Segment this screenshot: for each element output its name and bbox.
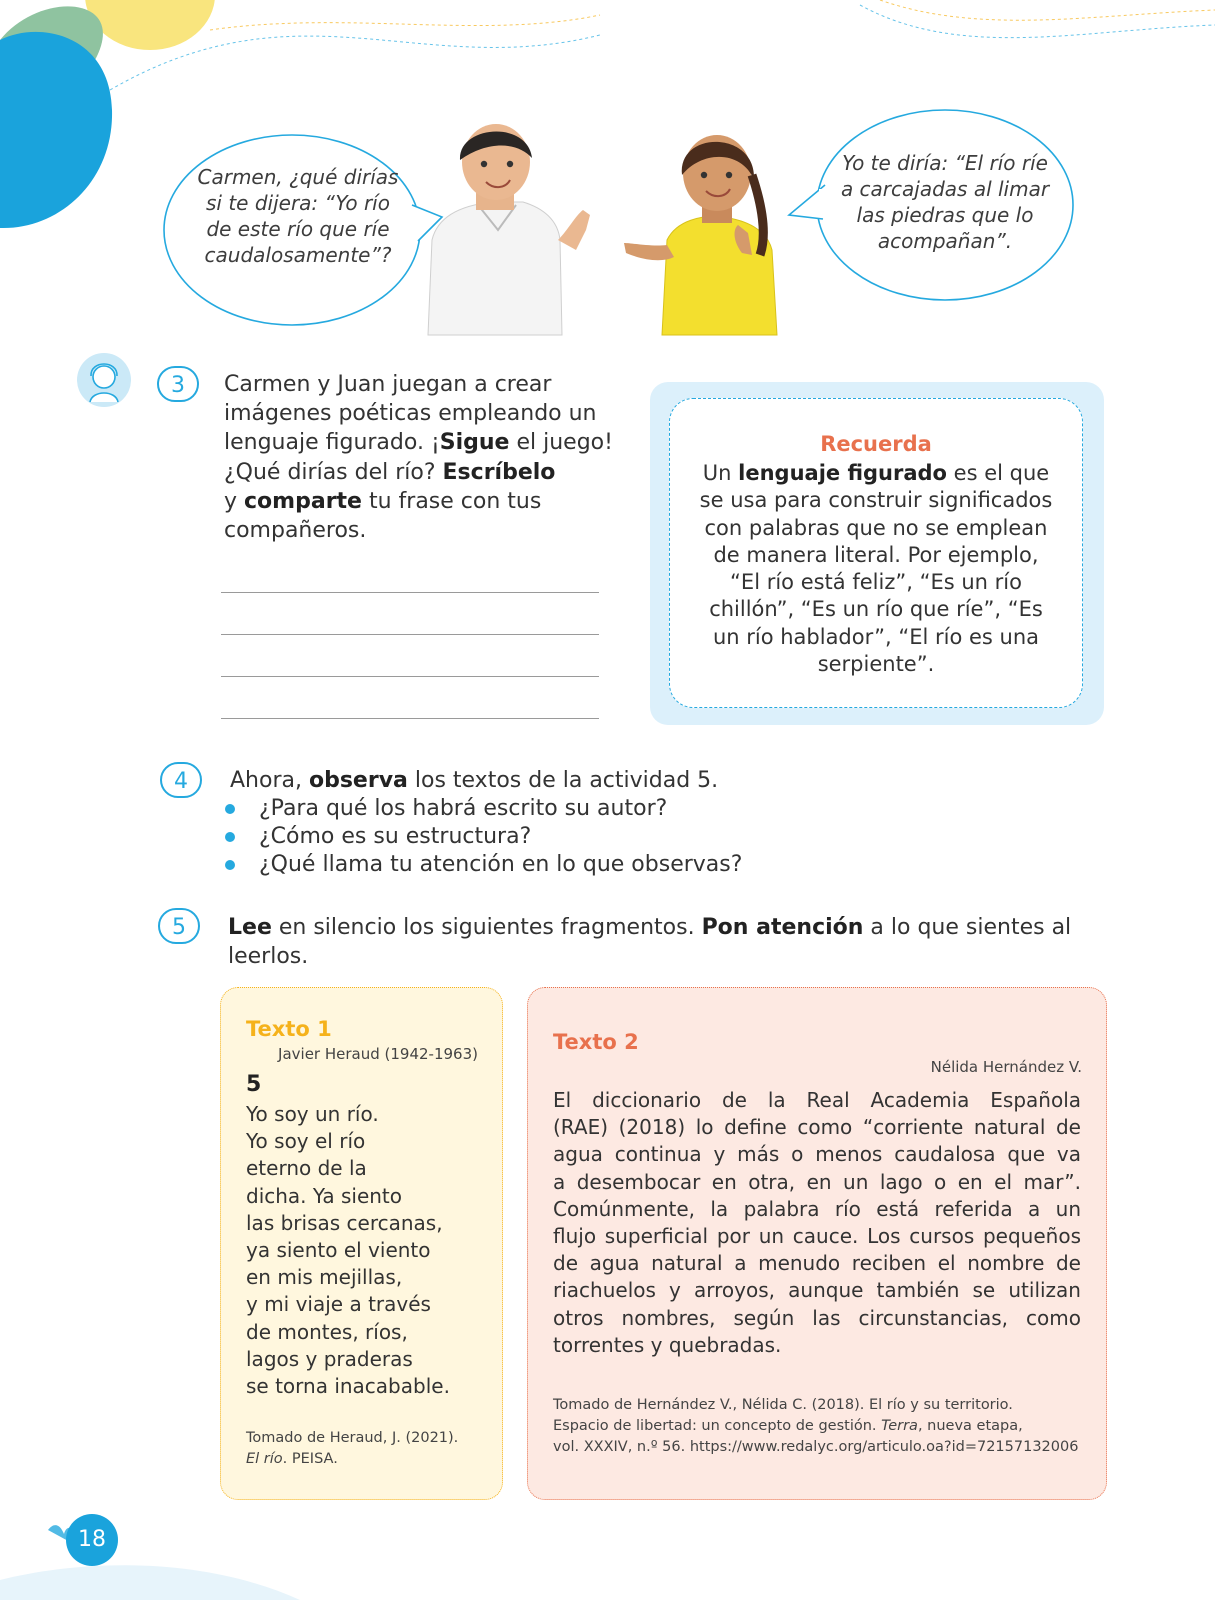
text-run: serpiente”. [817,652,935,677]
student-avatar-icon [76,352,132,408]
recuerda-panel [650,382,1104,725]
body-line: Comúnmente, la palabra río está referida a un [553,1196,1081,1221]
text-run: , nueva etapa, [917,1418,1023,1434]
poem-line: Yo soy el río [246,1129,366,1154]
poem-line: ya siento el viento [246,1238,431,1263]
text-run: Terra [881,1418,918,1434]
source-line [246,1449,458,1470]
texto2-author: Nélida Hernández V. [930,1058,1082,1076]
bullet-icon [225,832,235,842]
text-run: lenguaje figurado. ¡ [224,430,440,456]
source-line [246,1428,458,1449]
definition-line [670,515,1082,542]
text-run: observa [308,768,408,793]
text-run: Ahora, [230,768,309,793]
text-run: leerlos. [228,944,309,969]
definition-line [670,624,1082,651]
definition-line [670,542,1082,569]
texto1-author: Javier Heraud (1942-1963) [278,1045,478,1063]
recuerda-card [669,398,1083,708]
text-run: Tomado de Heraud, J. (2021). [246,1430,459,1446]
texto1-source [246,1428,458,1470]
text-run: compañeros. [224,518,367,544]
text-run: Escríbelo [442,459,556,485]
text-run: comparte [244,488,362,514]
texto1-card [220,987,503,1500]
text-run: Lee [228,915,272,940]
text-run: y [224,488,245,514]
source-line [553,1437,1093,1458]
activity-3-instructions [224,370,624,545]
activity-5-number: 5 [158,908,200,944]
activity-3-number: 3 [157,366,199,402]
text-run: Sigue [439,430,510,456]
body-line: El diccionario de la Real Academia Española [553,1088,1081,1112]
text-run: es el que [947,461,1050,485]
source-line [553,1416,1093,1437]
instruction-line [224,458,624,487]
text-run: un río hablador”, “El río es una [712,624,1040,649]
body-line: a desembocar en otra, en un lago o en el mar”. [553,1169,1081,1194]
activity-4-question: ¿Para qué los habrá escrito su autor? [259,796,668,821]
texto2-source [553,1395,1093,1458]
instruction-line [224,428,624,457]
text-run: Carmen y Juan juegan a crear [224,372,552,397]
recuerda-definition [670,460,1082,678]
answer-line[interactable] [221,718,599,719]
header-decoration [0,0,1215,120]
text-run: chillón”, “Es un río que ríe”, “Es [709,597,1043,622]
text-run: el juego! [509,430,613,456]
poem-line: de montes, ríos, [246,1319,408,1344]
texto2-title: Texto 2 [553,1030,639,1054]
instruction-line [224,370,624,399]
poem-line: se torna inacabable. [246,1374,450,1399]
text-run: los textos de la actividad 5. [407,768,719,793]
text-run: lenguaje figurado [738,461,947,485]
definition-line [670,651,1082,678]
poem-line: las brisas cercanas, [246,1210,443,1235]
activity-5-instructions [228,913,1128,971]
texto1-title: Texto 1 [246,1017,332,1041]
texto2-body [553,1087,1081,1359]
definition-line [670,487,1082,514]
poem-line: lagos y praderas [246,1346,413,1371]
page-number: 18 [78,1527,106,1552]
bullet-icon [225,860,235,870]
instruction-line [224,487,624,516]
girl-illustration [622,125,802,340]
text-run: Espacio de libertad: un concepto de gestión. [553,1418,882,1434]
body-line: (RAE) (2018) lo define como “corriente natural de [553,1115,1081,1140]
blue-blob-decoration [0,0,130,240]
body-line: torrentes y quebradas. [553,1332,782,1357]
text-run: vol. XXXIV, n.º 56. https://www.redalyc.org/articulo.oa?id=72157132006 [553,1439,1079,1455]
recuerda-title: Recuerda [820,432,932,456]
activity-4-question: ¿Cómo es su estructura? [259,824,532,849]
poem-line: dicha. Ya siento [246,1183,403,1208]
instruction-line [224,399,624,428]
body-line: flujo superficial por un cauce. Los cursos pequeños [553,1224,1081,1249]
instruction-line [224,516,624,545]
text-run: tu frase con tus [361,488,542,514]
poem-number: 5 [246,1072,262,1097]
text-run: ¿Qué dirías del río? [224,459,443,485]
body-line: riachuelos y arroyos, aunque también se utilizan [553,1278,1081,1303]
texto2-card [527,987,1107,1500]
definition-line [670,596,1082,623]
body-line: de agua natural a menudo reciben el nombre de [553,1251,1081,1276]
instruction-line [228,913,1128,942]
poem-line: y mi viaje a través [246,1292,431,1317]
text-run: Un [702,461,739,485]
text-run: imágenes poéticas empleando un [224,401,597,427]
text-run: a lo que sientes al [863,915,1072,940]
answer-line[interactable] [221,634,599,635]
answer-line[interactable] [221,592,599,593]
text-run: se usa para construir significados [699,488,1053,513]
poem-line: en mis mejillas, [246,1265,403,1290]
instruction-line [228,942,1128,971]
activity-4-question: ¿Qué llama tu atención en lo que observas? [259,852,743,877]
text-run: Pon atención [701,915,864,940]
answer-line[interactable] [221,676,599,677]
text-run: . PEISA. [282,1451,338,1467]
body-line: agua continua y más o menos caudalosa que va [553,1142,1081,1167]
activity-4-intro [230,767,718,795]
text-run: El río [246,1451,283,1467]
footer-decoration [0,1540,1215,1600]
boy-speech-text: Carmen, ¿qué dirías si te dijera: “Yo río de este río que ríe caudalosamente”? [197,165,399,267]
definition-line [670,460,1082,487]
boy-illustration [418,120,600,340]
text-run: “El río está feliz”, “Es un río [730,570,1022,595]
text-run: con palabras que no se emplean [704,515,1048,540]
text-run: de manera literal. Por ejemplo, [713,542,1039,567]
text-run: en silencio los siguientes fragmentos. [271,915,702,940]
source-line [553,1395,1093,1416]
text-run: Tomado de Hernández V., Nélida C. (2018). El río y su territorio. [553,1397,1013,1413]
poem-line: eterno de la [246,1156,367,1181]
poem-line: Yo soy un río. [246,1102,379,1126]
body-line: otros nombres, según las circunstancias, como [553,1305,1081,1330]
girl-speech-text: Yo te diría: “El río ríe a carcajadas al limar las piedras que lo acompañan”. [840,151,1050,253]
definition-line [670,569,1082,596]
bullet-icon [225,804,235,814]
texto1-poem [246,1101,450,1400]
activity-4-number: 4 [160,762,202,798]
